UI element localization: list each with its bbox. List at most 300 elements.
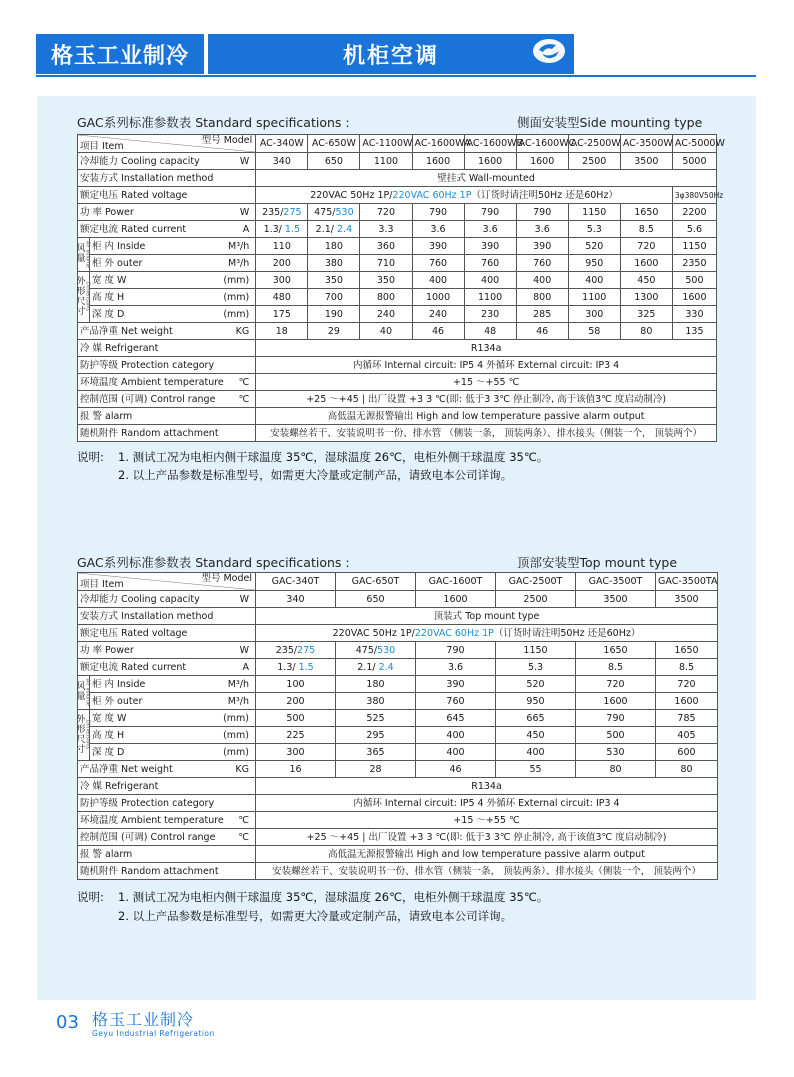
value-cell: 58 (568, 323, 620, 340)
row-unit: ℃ (238, 831, 249, 843)
value-60hz: 2.4 (337, 223, 353, 235)
value-cell: 1600 (672, 289, 716, 306)
value-cell: 46 (412, 323, 464, 340)
row-label-text: 防护等级 Protection category (80, 359, 215, 371)
value-cell: 950 (568, 255, 620, 272)
value-cell: 330 (672, 306, 716, 323)
notes2-prefix: 说明: (77, 890, 104, 904)
value-cell: 650 (336, 591, 416, 608)
value-cell: 360 (360, 238, 412, 255)
item-model-header (78, 573, 256, 591)
value-cell: 365 (336, 744, 416, 761)
row-control (78, 391, 717, 408)
air-group (78, 238, 90, 272)
value-primary: 1650 (603, 644, 628, 656)
value-cell (360, 204, 412, 221)
row-label-text: 宽 度 W (92, 274, 127, 286)
value-primary: 5.3 (527, 661, 544, 673)
row-label-text: 环境温度 Ambient temperature (80, 814, 224, 826)
value-cell: 1100 (360, 153, 412, 170)
row-unit: M³/h (228, 240, 250, 252)
value-cell (576, 642, 656, 659)
value-primary: 475/ (314, 206, 336, 218)
page-title: 机柜空调 (342, 43, 439, 69)
row-cooling (78, 153, 717, 170)
row-label-text: 冷 媒 Refrigerant (80, 342, 159, 354)
row-label (78, 625, 256, 642)
row-unit: M³/h (228, 257, 250, 269)
value-cell (256, 204, 308, 221)
notes2-line1: 1. 测试工况为电柜内侧干球温度 35℃，湿球温度 26℃，电柜外侧干球温度 35℃。 (118, 890, 549, 904)
value-cell: 230 (464, 306, 516, 323)
model-name: AC-340W (256, 135, 308, 153)
value-cell: 405 (656, 727, 718, 744)
value-cell: 400 (412, 272, 464, 289)
value-cell: 650 (308, 153, 360, 170)
row-height (78, 289, 717, 306)
row-label (78, 340, 256, 357)
row-label-text: 冷却能力 Cooling capacity (80, 593, 200, 605)
value-cell (464, 204, 516, 221)
value-cell: 1600 (416, 591, 496, 608)
row-label (90, 727, 256, 744)
header-divider (36, 75, 756, 77)
value-cell: 1000 (412, 289, 464, 306)
value-cell (308, 204, 360, 221)
value-cell: 1600 (576, 693, 656, 710)
row-label (78, 778, 256, 795)
value-cell: 450 (496, 727, 576, 744)
row-label (78, 187, 256, 204)
item-model-header (78, 135, 256, 153)
value-cell (416, 642, 496, 659)
value-cell: 700 (308, 289, 360, 306)
value-cell (416, 659, 496, 676)
value-primary: 1.3/ (263, 223, 285, 235)
row-unit: (mm) (223, 729, 249, 741)
value-cell: 285 (516, 306, 568, 323)
item-header-label: 项目 Item (80, 141, 124, 152)
value-primary: 8.5 (638, 223, 654, 235)
value-cell: 380 (336, 693, 416, 710)
value-cell: 1600 (516, 153, 568, 170)
model-header-label: 型号 Model (201, 573, 252, 584)
row-label-text: 冷 媒 Refrigerant (80, 780, 159, 792)
row-label-text: 产品净重 Net weight (80, 325, 173, 337)
air-group-en: Air volume (84, 241, 91, 268)
value-60hz: 1.5 (284, 223, 301, 235)
value-cell (256, 659, 336, 676)
value-cell: 1600 (412, 153, 464, 170)
value-primary: 1.3/ (277, 661, 299, 673)
dim-group (78, 272, 90, 323)
value-primary: 2.1/ (315, 223, 337, 235)
row-label-text: 柜 内 Inside (92, 678, 146, 690)
table1-type: 侧面安装型Side mounting type (517, 115, 703, 130)
value-cell: 110 (256, 238, 308, 255)
span-value: R134a (256, 778, 718, 795)
row-unit: W (239, 155, 250, 167)
row-unit: (mm) (223, 291, 250, 303)
value-cell (576, 659, 656, 676)
row-refrigerant (78, 340, 717, 357)
value-cell: 950 (496, 693, 576, 710)
value-cell: 300 (256, 272, 308, 289)
value-cell: 40 (360, 323, 412, 340)
value-cell (656, 659, 718, 676)
row-label-text: 柜 外 outer (92, 695, 143, 707)
row-label-text: 宽 度 W (92, 712, 127, 724)
value-cell: 175 (256, 306, 308, 323)
value-cell: 525 (336, 710, 416, 727)
value-cell: 1600 (464, 153, 516, 170)
row-label (78, 391, 256, 408)
dim-group-label: 外形尺寸 (76, 715, 86, 755)
value-cell (412, 204, 464, 221)
value-cell (516, 204, 568, 221)
value-cell: 240 (360, 306, 412, 323)
value-cell: 80 (620, 323, 672, 340)
row-unit: A (242, 661, 249, 673)
row-label-text: 深 度 D (92, 746, 125, 758)
value-60hz: 275 (297, 644, 316, 656)
value-cell: 350 (360, 272, 412, 289)
value-cell (496, 642, 576, 659)
row-current (78, 659, 718, 676)
value-cell: 325 (620, 306, 672, 323)
row-unit: KG (235, 763, 249, 775)
span-value: 内循环 Internal circuit: IP5 4 外循环 External circuit: IP3 4 (256, 795, 718, 812)
model-name: GAC-3500T (576, 573, 656, 591)
value-primary: 2200 (682, 206, 707, 218)
model-name: GAC-650T (336, 573, 416, 591)
value-cell: 225 (256, 727, 336, 744)
value-cell (620, 221, 672, 238)
value-cell: 340 (256, 153, 308, 170)
value-cell: 380 (308, 255, 360, 272)
row-label-text: 柜 内 Inside (92, 240, 146, 252)
value-primary: 1150 (582, 206, 607, 218)
row-label (78, 221, 256, 238)
model-name: AC-1600WB (464, 135, 516, 153)
air-group-label: 风量 (76, 682, 86, 703)
value-cell: 520 (496, 676, 576, 693)
row-protection (78, 357, 717, 374)
row-width (78, 710, 718, 727)
value-cell: 200 (256, 255, 308, 272)
notes1-line2: 2. 以上产品参数是标准型号，如需更大冷量或定制产品，请致电本公司详询。 (118, 468, 513, 482)
row-label (78, 608, 256, 625)
value-cell: 1300 (620, 289, 672, 306)
value-cell: 400 (496, 744, 576, 761)
model-name: AC-1600WC (516, 135, 568, 153)
value-primary: 3.3 (378, 223, 394, 235)
model-name: AC-2500W (568, 135, 620, 153)
value-cell (672, 204, 716, 221)
span-value: 安装螺丝若干、安装说明书一份、排水管（侧装一条， 顶装两条）、排水接头（侧装一个， 顶装两个） (256, 863, 718, 880)
row-label (90, 306, 256, 323)
page-number: 03 (56, 1012, 79, 1033)
row-attachment (78, 425, 717, 442)
value-cell: 400 (516, 272, 568, 289)
value-cell: 5000 (672, 153, 716, 170)
voltage-3phase: 3φ380V50Hz (672, 187, 716, 204)
dim-group-label: 外形尺寸 (76, 277, 86, 317)
row-unit: M³/h (227, 678, 249, 690)
footer-brand-cn: 格玉工业制冷 (92, 1010, 195, 1029)
table1-title: GAC系列标准参数表 Standard specifications : (77, 115, 350, 130)
row-power (78, 204, 717, 221)
brand-name: 格玉工业制冷 (50, 43, 189, 69)
value-primary: 3.6 (447, 661, 464, 673)
row-air-inside (78, 676, 718, 693)
row-label-text: 额定电流 Rated current (80, 661, 187, 673)
value-cell: 295 (336, 727, 416, 744)
row-label (90, 289, 256, 306)
row-ambient (78, 812, 718, 829)
row-alarm (78, 846, 718, 863)
row-label (78, 408, 256, 425)
value-primary: 790 (446, 644, 465, 656)
voltage-60hz: 220VAC 60Hz 1P (392, 189, 472, 201)
span-value: 高低温无源报警输出 High and low temperature passive alarm output (256, 846, 718, 863)
value-cell (672, 221, 716, 238)
value-cell: 760 (416, 693, 496, 710)
value-cell: 29 (308, 323, 360, 340)
row-label-text: 安装方式 Installation method (80, 610, 214, 622)
item-header-label: 项目 Item (80, 579, 124, 590)
row-unit: W (239, 644, 249, 656)
row-depth (78, 744, 718, 761)
value-cell: 18 (256, 323, 308, 340)
value-primary: 3.6 (482, 223, 498, 235)
value-cell: 785 (656, 710, 718, 727)
span-value: +15 ～+55 ℃ (256, 374, 717, 391)
row-label-text: 报 警 alarm (80, 848, 133, 860)
value-primary: 235/ (275, 644, 298, 656)
row-label-text: 高 度 H (92, 729, 125, 741)
row-label (90, 255, 256, 272)
dim-group-en: Dimensions (84, 720, 91, 750)
value-cell: 300 (568, 306, 620, 323)
row-label (90, 744, 256, 761)
row-ambient (78, 374, 717, 391)
row-label-text: 报 警 alarm (80, 410, 133, 422)
value-cell: 135 (672, 323, 716, 340)
row-label-text: 随机附件 Random attachment (80, 427, 219, 439)
value-cell: 180 (308, 238, 360, 255)
row-power (78, 642, 718, 659)
value-cell: 720 (576, 676, 656, 693)
value-cell: 500 (256, 710, 336, 727)
row-label (90, 238, 256, 255)
value-cell: 1600 (656, 693, 718, 710)
air-group-en: Air volume (84, 679, 91, 706)
value-cell: 400 (416, 744, 496, 761)
value-cell: 390 (412, 238, 464, 255)
value-primary: 5.3 (586, 223, 602, 235)
logo-text: GEYU格玉 (536, 67, 560, 73)
row-air-inside (78, 238, 717, 255)
row-unit: ℃ (238, 393, 250, 405)
value-primary: 235/ (262, 206, 284, 218)
row-air-outer (78, 693, 718, 710)
row-label (78, 170, 256, 187)
row-label (78, 425, 256, 442)
voltage-50hz: 220VAC 50Hz 1P/ (332, 627, 415, 639)
air-group (78, 676, 90, 710)
span-value: 安装螺丝若干、安装说明书一份、排水管 （侧装一条， 顶装两条）、排水接头（侧装一个， 顶装两个） (256, 425, 717, 442)
value-cell: 2500 (496, 591, 576, 608)
value-primary: 2.1/ (357, 661, 379, 673)
value-60hz: 1.5 (298, 661, 314, 673)
value-primary: 1650 (674, 644, 699, 656)
value-cell: 720 (656, 676, 718, 693)
model-name: GAC-1600T (416, 573, 496, 591)
voltage-50hz: 220VAC 50Hz 1P/ (310, 189, 393, 201)
value-cell (308, 221, 360, 238)
value-cell (336, 659, 416, 676)
row-label-text: 产品净重 Net weight (80, 763, 173, 775)
model-name: AC-1600WA (412, 135, 464, 153)
value-cell (360, 221, 412, 238)
model-name: AC-3500W (620, 135, 672, 153)
voltage-note: （订货时请注明50Hz 还是60Hz） (471, 189, 618, 201)
value-cell: 645 (416, 710, 496, 727)
value-cell (568, 221, 620, 238)
row-label-text: 柜 外 outer (92, 257, 143, 269)
row-height (78, 727, 718, 744)
row-label (78, 659, 256, 676)
footer-brand-en: Geyu Industrial Refrigeration (92, 1029, 215, 1038)
row-label-text: 深 度 D (92, 308, 125, 320)
header-row (78, 573, 718, 591)
value-cell: 390 (516, 238, 568, 255)
value-60hz: 530 (377, 644, 396, 656)
value-cell: 520 (568, 238, 620, 255)
value-cell (256, 642, 336, 659)
row-unit: W (239, 593, 249, 605)
value-cell: 450 (620, 272, 672, 289)
model-name: GAC-2500T (496, 573, 576, 591)
value-cell: 665 (496, 710, 576, 727)
value-cell: 3500 (620, 153, 672, 170)
notes1-line1: 1. 测试工况为电柜内侧干球温度 35℃，湿球温度 26℃，电柜外侧干球温度 35℃。 (118, 450, 549, 464)
value-cell: 790 (576, 710, 656, 727)
row-label-text: 额定电压 Rated voltage (80, 627, 188, 639)
value-cell: 800 (360, 289, 412, 306)
model-name: AC-1100W (360, 135, 412, 153)
value-primary: 3.6 (534, 223, 550, 235)
row-label (78, 829, 256, 846)
value-cell: 2500 (568, 153, 620, 170)
value-cell: 710 (360, 255, 412, 272)
row-label-text: 环境温度 Ambient temperature (80, 376, 224, 388)
notes2-line2: 2. 以上产品参数是标准型号，如需更大冷量或定制产品，请致电本公司详询。 (118, 909, 513, 923)
value-cell: 390 (416, 676, 496, 693)
row-protection (78, 795, 718, 812)
value-cell (412, 221, 464, 238)
row-control (78, 829, 718, 846)
row-voltage (78, 187, 717, 204)
row-unit: (mm) (223, 308, 250, 320)
span-value: +25 ～+45 | 出厂设置 +3 3 ℃(即: 低于3 3℃ 停止制冷, 高于该值3℃ 度启动制冷) (256, 391, 717, 408)
value-cell: 500 (672, 272, 716, 289)
row-weight (78, 761, 718, 778)
value-cell: 100 (256, 676, 336, 693)
value-primary: 790 (533, 206, 552, 218)
row-unit: A (242, 223, 250, 235)
row-label (78, 323, 256, 340)
span-value: +15 ～+55 ℃ (256, 812, 718, 829)
row-label (90, 693, 256, 710)
row-unit: M³/h (227, 695, 249, 707)
row-label-text: 功 率 Power (80, 644, 134, 656)
model-name: GAC-3500TA (656, 573, 718, 591)
table2-title: GAC系列标准参数表 Standard specifications : (77, 555, 350, 570)
value-primary: 790 (481, 206, 500, 218)
value-primary: 790 (428, 206, 448, 218)
row-label (78, 761, 256, 778)
row-unit: ℃ (238, 814, 249, 826)
row-unit: W (239, 206, 250, 218)
spec-table-top (77, 572, 718, 880)
row-unit: (mm) (223, 746, 249, 758)
row-label (78, 812, 256, 829)
span-value: 顶装式 Top mount type (256, 608, 718, 625)
span-value: +25 ～+45 | 出厂设置 +3 3 ℃(即: 低于3 3℃ 停止制冷, 高于该值3℃ 度启动制冷) (256, 829, 718, 846)
value-primary: 3.6 (430, 223, 446, 235)
span-value: R134a (256, 340, 717, 357)
row-label (78, 846, 256, 863)
title-banner (208, 34, 574, 74)
voltage-value (256, 187, 673, 204)
value-60hz: 530 (335, 206, 354, 218)
row-install (78, 170, 717, 187)
value-cell: 1100 (464, 289, 516, 306)
row-label (90, 710, 256, 727)
row-label-text: 额定电压 Rated voltage (80, 189, 188, 201)
value-cell: 240 (412, 306, 464, 323)
row-label (78, 204, 256, 221)
value-cell (464, 221, 516, 238)
value-cell: 760 (464, 255, 516, 272)
value-cell: 400 (416, 727, 496, 744)
geyu-logo-icon (522, 34, 574, 74)
value-cell: 46 (516, 323, 568, 340)
value-cell: 800 (516, 289, 568, 306)
row-label (78, 642, 256, 659)
value-cell: 16 (256, 761, 336, 778)
value-primary: 720 (376, 206, 396, 218)
value-primary: 475/ (355, 644, 378, 656)
row-voltage (78, 625, 718, 642)
row-unit: ℃ (238, 376, 250, 388)
value-cell: 2350 (672, 255, 716, 272)
value-cell: 720 (620, 238, 672, 255)
value-cell: 400 (464, 272, 516, 289)
row-label-text: 高 度 H (92, 291, 125, 303)
value-cell: 500 (576, 727, 656, 744)
value-cell: 180 (336, 676, 416, 693)
model-name: AC-5000W (672, 135, 716, 153)
row-unit: KG (235, 325, 250, 337)
row-weight (78, 323, 717, 340)
value-primary: 8.5 (607, 661, 624, 673)
dim-group-en: Dimensions (84, 282, 91, 312)
row-label-text: 冷却能力 Cooling capacity (80, 155, 200, 167)
value-cell (496, 659, 576, 676)
